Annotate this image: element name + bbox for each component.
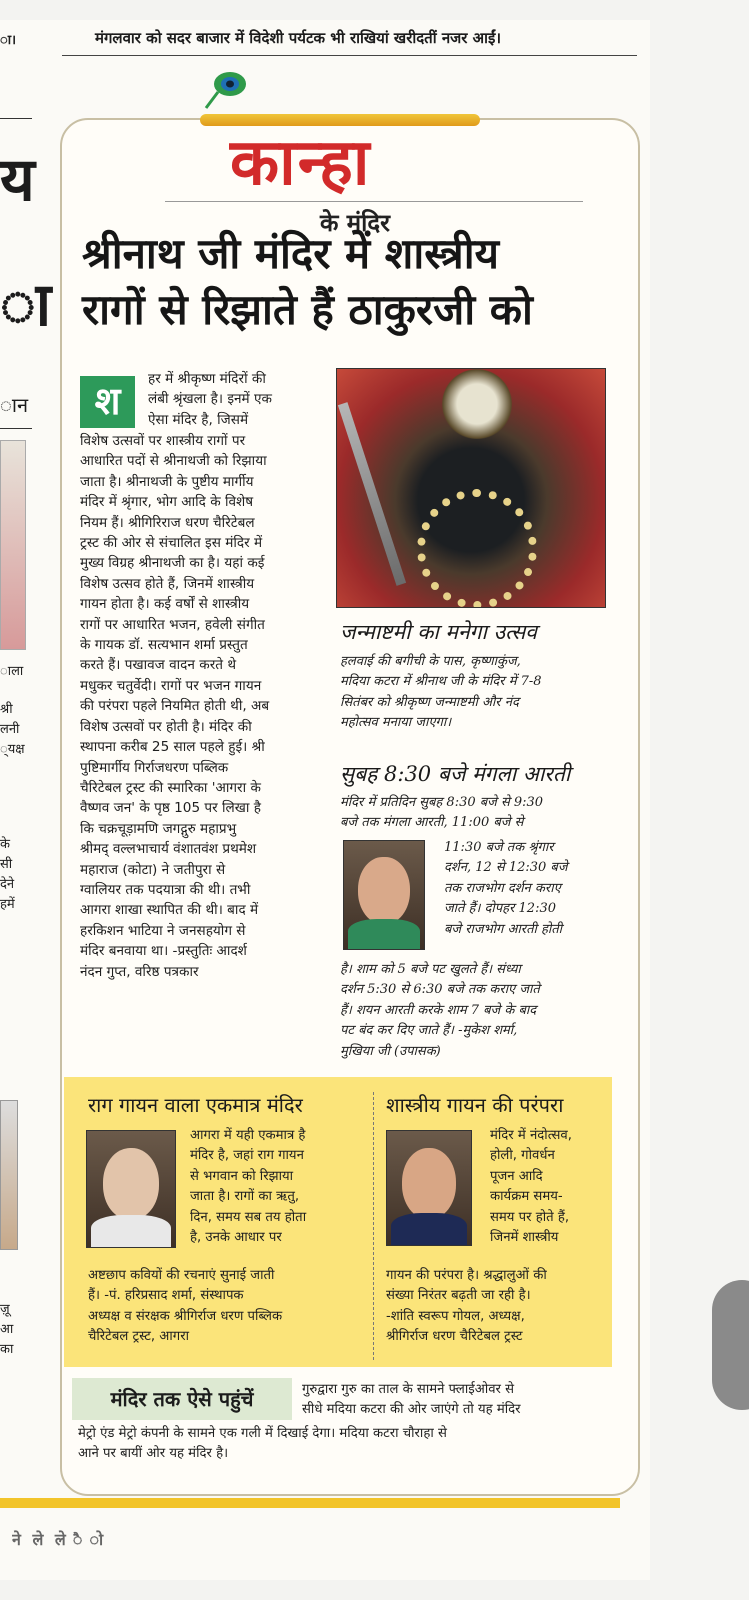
article-line: आगरा शाखा स्थापित की थी। बाद में	[80, 902, 259, 919]
section-subtitle: के मंदिर	[320, 209, 390, 237]
portrait-face	[103, 1148, 159, 1220]
bottom-strip	[0, 1520, 650, 1580]
left-fragment-lines-2	[0, 835, 15, 915]
top-rule	[62, 55, 637, 56]
deity-crown	[432, 369, 522, 439]
left-big-fragment-2: ा	[0, 270, 52, 340]
article-line: हरकिशन भाटिया ने जनसहयोग से	[80, 922, 246, 939]
article-line: मधुकर चतुर्वेदी। रागों पर भजन गायन	[80, 677, 262, 694]
shanti-swaroop-goyal-photo	[386, 1130, 472, 1246]
article-body	[80, 431, 335, 982]
aarti-line: हैं। शयन आरती करके शाम 7 बजे के बाद	[340, 1002, 537, 1018]
left-fragment-an: ान	[0, 393, 29, 417]
portrait-body	[348, 919, 420, 949]
dropcap: श	[80, 376, 135, 428]
box-line: मंदिर है, जहां राग गायन	[190, 1148, 304, 1164]
reach-line: मेट्रो एंड मेट्रो कंपनी के सामने एक गली में दिखाई देगा। मदिया कटरा चौराहा से	[78, 1426, 447, 1441]
mukesh-sharma-photo	[343, 840, 425, 950]
logo-underline	[165, 201, 583, 202]
box-line: अष्टछाप कवियों की रचनाएं सुनाई जाती	[88, 1268, 275, 1283]
left-fragment-photo-2	[0, 1100, 18, 1250]
article-line: पुष्टिमार्गीय गिर्राजधरण पब्लिक	[80, 759, 229, 776]
box-line: है, उनके आधार पर	[190, 1230, 282, 1246]
article-line: आधारित पदों से श्रीनाथजी को रिझाया	[80, 453, 267, 470]
box-line: अध्यक्ष व संरक्षक श्रीगिर्राज धरण पब्लिक	[88, 1308, 283, 1324]
box-line: मंदिर में नंदोत्सव,	[490, 1128, 572, 1143]
janmashtami-heading: जन्माष्टमी का मनेगा उत्सव	[340, 620, 537, 644]
article-line: स्थापना करीब 25 साल पहले हुई। श्री	[80, 739, 265, 756]
article-headline	[82, 226, 622, 338]
reach-line: सीधे मदिया कटरा की ओर जाएंगे तो यह मंदिर	[302, 1402, 521, 1418]
section-logo	[200, 66, 490, 237]
reach-label: मंदिर तक ऐसे पहुंचें	[72, 1378, 292, 1420]
top-left-fragment: ा।	[0, 33, 17, 48]
shrinathji-photo	[336, 368, 606, 608]
article-line: मंदिर में श्रृंगार, भोग आदि के विशेष	[80, 494, 254, 511]
box-line: आगरा में यही एकमात्र है	[190, 1128, 306, 1143]
headline-line-2: रागों से रिझाते हैं ठाकुरजी को	[82, 285, 533, 334]
portrait-body	[91, 1215, 170, 1247]
janmashtami-body	[340, 652, 620, 734]
aarti-line: दर्शन, 12 से 12:30 बजे	[444, 860, 568, 876]
left-fragment-lines-1	[0, 700, 25, 760]
janmashtami-line: सितंबर को श्रीकृष्ण जन्माष्टमी और नंद	[340, 694, 519, 710]
left-fragment-line: आ	[0, 1322, 14, 1337]
intro-line: लंबी श्रृंखला है। इनमें एक	[148, 391, 272, 408]
aarti-line: है। शाम को 5 बजे पट खुलते हैं। संध्या	[340, 962, 521, 977]
bottom-fragment: ने ले ले ै ो	[12, 1530, 107, 1549]
portrait-body	[391, 1213, 467, 1245]
box-line: गायन की परंपरा है। श्रद्धालुओं की	[386, 1268, 547, 1283]
box-line: जाता है। रागों का ऋतु,	[190, 1189, 300, 1205]
reach-bottom	[78, 1424, 623, 1465]
janmashtami-line: मदिया कटरा में श्रीनाथ जी के मंदिर में 7-8	[340, 674, 542, 690]
intro-line: ऐसा मंदिर है, जिसमें	[148, 411, 249, 428]
deity-staff	[338, 402, 406, 586]
info-box-divider	[373, 1092, 374, 1360]
article-line: श्रीमद् वल्लभाचार्य वंशातवंश प्रथमेश	[80, 841, 257, 858]
left-column-rule-2	[0, 428, 32, 429]
hariprasad-sharma-photo	[86, 1130, 176, 1248]
article-line: गायन होता है। कई वर्षों से शास्त्रीय	[80, 596, 250, 613]
left-fragment-line: हमें	[0, 897, 15, 912]
aarti-body-beside	[444, 838, 614, 940]
portrait-face	[402, 1148, 456, 1219]
scroll-thumb[interactable]	[712, 1280, 749, 1410]
deity-garland	[417, 489, 537, 608]
left-fragment-lines-3	[0, 1300, 13, 1360]
box-line: कार्यक्रम समय-	[490, 1189, 563, 1205]
left-fragment-wala: ाला	[0, 664, 24, 679]
left-big-fragment-1: य	[0, 145, 35, 215]
box-line: हैं। -पं. हरिप्रसाद शर्मा, संस्थापक	[88, 1288, 244, 1304]
article-line: चैरिटेबल ट्रस्ट की स्मारिका 'आगरा के	[80, 779, 261, 796]
box-line: समय पर होते हैं,	[490, 1209, 570, 1225]
box-line: होली, गोवर्धन	[490, 1148, 555, 1164]
box-line: संख्या निरंतर बढ़ती जा रही है।	[386, 1288, 531, 1304]
article-line: के गायक डॉ. सत्यभान शर्मा प्रस्तुत	[80, 637, 248, 654]
article-line: महाराज (कोटा) ने जतीपुरा से	[80, 861, 226, 878]
article-line: की परंपरा पहले नियमित होती थी, अब	[80, 698, 270, 715]
article-intro	[148, 369, 328, 430]
aarti-body-bottom	[340, 960, 620, 1062]
aarti-line: जाते हैं। दोपहर 12:30	[444, 901, 556, 917]
article-line: रागों पर आधारित भजन, हवेली संगीत	[80, 616, 265, 633]
reach-line: गुरुद्वारा गुरु का ताल के सामने फ्लाईओवर से	[302, 1382, 515, 1397]
box-line: दिन, समय सब तय होता	[190, 1209, 307, 1225]
aarti-line: मुखिया जी (उपासक)	[340, 1043, 441, 1059]
box-line: -शांति स्वरूप गोयल, अध्यक्ष,	[386, 1308, 525, 1324]
left-fragment-line: देने	[0, 877, 15, 892]
left-fragment-photo	[0, 440, 26, 650]
top-headline: मंगलवार को सदर बाजार में विदेशी पर्यटक भी राखियां खरीदतीं नजर आईं।	[95, 29, 502, 47]
aarti-line: दर्शन 5:30 से 6:30 बजे तक कराए जाते	[340, 982, 540, 998]
box-right-heading: शास्त्रीय गायन की परंपरा	[386, 1093, 564, 1117]
left-fragment-line: लनी	[0, 722, 20, 737]
aarti-line: पट बंद कर दिए जाते हैं। -मुकेश शर्मा,	[340, 1023, 518, 1039]
box-line: जिनमें शास्त्रीय	[490, 1230, 559, 1246]
left-fragment-line: सी	[0, 857, 13, 872]
aarti-line: मंदिर में प्रतिदिन सुबह 8:30 बजे से 9:30	[340, 795, 544, 810]
left-fragment-line: ्यक्ष	[0, 742, 25, 757]
aarti-line: बजे राजभोग आरती होती	[444, 921, 563, 937]
article-line: विशेष उत्सव होते हैं, जिनमें शास्त्रीय	[80, 575, 255, 592]
article-line: विशेष उत्सवों पर होती है। मंदिर की	[80, 718, 252, 735]
article-line: मुख्य विग्रह श्रीनाथजी का है। यहां कई	[80, 555, 265, 572]
aarti-line: तक राजभोग दर्शन कराए	[444, 880, 561, 896]
box-left-bottom	[88, 1266, 370, 1348]
left-fragment-line: के	[0, 837, 10, 852]
left-fragment-line: ज़ू	[0, 1302, 10, 1317]
box-right-beside	[490, 1126, 610, 1248]
peacock-feather-icon	[200, 66, 250, 110]
left-fragment-line: का	[0, 1342, 14, 1357]
janmashtami-line: महोत्सव मनाया जाएगा।	[340, 715, 452, 731]
box-line: से भगवान को रिझाया	[190, 1168, 294, 1184]
article-line: ग्वालियर तक पदयात्रा की थी। तभी	[80, 881, 251, 898]
article-line: नंदन गुप्त, वरिष्ठ पत्रकार	[80, 963, 199, 980]
article-line: कि चक्रचूड़ामणि जगद्गुरु महाप्रभु	[80, 820, 237, 837]
article-line: नियम हैं। श्रीगिरिराज धरण चैरिटेबल	[80, 514, 255, 531]
headline-line-1: श्रीनाथ जी मंदिर में शास्त्रीय	[82, 229, 499, 278]
aarti-heading: सुबह 8:30 बजे मंगला आरती	[340, 762, 571, 786]
portrait-face	[358, 857, 409, 924]
box-line: पूजन आदि	[490, 1168, 543, 1184]
box-line: श्रीगिर्राज धरण चैरिटेबल ट्रस्ट	[386, 1329, 523, 1345]
reach-beside	[302, 1380, 622, 1421]
article-line: ट्रस्ट की ओर से संचालित इस मंदिर में	[80, 535, 263, 552]
left-column-rule	[0, 118, 32, 119]
section-title: कान्हा	[230, 125, 372, 200]
aarti-line: 11:30 बजे तक श्रृंगार	[444, 840, 554, 855]
intro-line: हर में श्रीकृष्ण मंदिरों की	[148, 371, 266, 387]
box-left-beside	[190, 1126, 370, 1248]
article-line: करते हैं। पखावज वादन करते थे	[80, 657, 237, 674]
reach-line: आने पर बायीं ओर यह मंदिर है।	[78, 1446, 229, 1462]
box-right-bottom	[386, 1266, 612, 1348]
article-line: जाता है। श्रीनाथजी के पुष्टीय मार्गीय	[80, 473, 254, 490]
left-fragment-line: श्री	[0, 702, 13, 717]
aarti-line: बजे तक मंगला आरती, 11:00 बजे से	[340, 815, 524, 831]
top-strip	[0, 24, 640, 54]
article-line: मंदिर बनवाया था। -प्रस्तुतिः आदर्श	[80, 943, 247, 960]
janmashtami-line: हलवाई की बगीची के पास, कृष्णाकुंज,	[340, 654, 521, 669]
box-left-heading: राग गायन वाला एकमात्र मंदिर	[88, 1093, 303, 1117]
box-line: चैरिटेबल ट्रस्ट, आगरा	[88, 1329, 190, 1345]
article-line: विशेष उत्सवों पर शास्त्रीय रागों पर	[80, 433, 246, 449]
article-line: वैष्णव जन' के पृष्ठ 105 पर लिखा है	[80, 800, 261, 817]
bottom-yellow-rule	[0, 1498, 620, 1508]
aarti-body-top	[340, 793, 620, 834]
